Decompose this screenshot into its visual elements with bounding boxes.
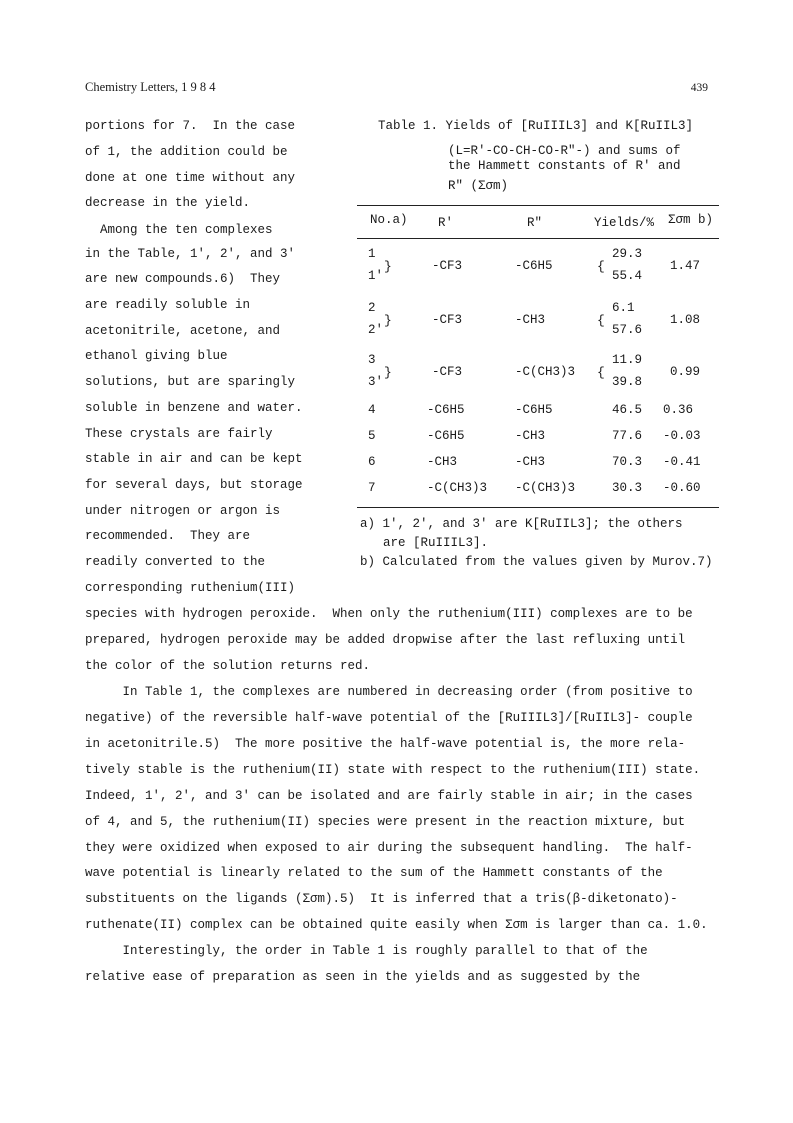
body-line: In Table 1, the complexes are numbered in decreasing order (from positive to [85,685,693,699]
body-line: wave potential is linearly related to the sum of the Hammett constants of the [85,866,663,880]
table-brace: { [597,365,605,380]
table-cell-sum: -0.60 [663,481,701,495]
table-footnote-b: b) Calculated from the values given by Murov.7) [360,555,713,569]
table-brace: } [384,365,392,380]
table-cell-yield: 77.6 [612,429,643,443]
table-cell-no: 2 [368,301,376,315]
left-column-line: in the Table, 1', 2', and 3' [85,247,296,261]
table-cell-r1: -CF3 [432,313,463,327]
table-cell-r2: -CH3 [515,455,546,469]
left-column-line: ethanol giving blue [85,349,228,363]
left-column-line: done at one time without any [85,171,296,185]
left-column-line: for several days, but storage [85,478,303,492]
body-line: relative ease of preparation as seen in the yields and as suggested by the [85,970,641,984]
table-cell-no: 3 [368,353,376,367]
table-cell-sum: 1.47 [670,259,701,273]
table-cell-r2: -CH3 [515,313,546,327]
table-cell-r2: -C(CH3)3 [515,365,576,379]
table-bottom-rule [357,507,719,508]
table-cell-no: 4 [368,403,376,417]
body-line: in acetonitrile.5) The more positive the half-wave potential is, the more rela- [85,737,686,751]
table-cell-r1: -C6H5 [427,403,465,417]
body-line: substituents on the ligands (Σσm).5) It is inferred that a tris(β-diketonato)- [85,892,678,906]
table-cell-yield: 6.1 [612,301,635,315]
left-column-line: acetonitrile, acetone, and [85,324,281,338]
body-line: ruthenate(II) complex can be obtained quite easily when Σσm is larger than ca. 1.0. [85,918,708,932]
table-cell-sum: 1.08 [670,313,701,327]
table-cell-yield: 46.5 [612,403,643,417]
table-cell-yield: 57.6 [612,323,643,337]
table-cell-r1: -CF3 [432,259,463,273]
table-cell-r1: -C(CH3)3 [427,481,488,495]
table-brace: { [597,313,605,328]
table-cell-r2: -C6H5 [515,403,553,417]
table-cell-no: 3' [368,375,384,389]
left-column-line: Among the ten complexes [85,223,273,237]
left-column-line: soluble in benzene and water. [85,401,303,415]
running-header: Chemistry Letters, 1 9 8 4 [85,80,216,94]
table-cell-sum: -0.41 [663,455,701,469]
left-column-line: corresponding ruthenium(III) [85,581,296,595]
table-cell-r2: -C6H5 [515,259,553,273]
left-column-line: under nitrogen or argon is [85,504,281,518]
table-cell-yield: 11.9 [612,353,643,367]
table-cell-yield: 30.3 [612,481,643,495]
body-line: species with hydrogen peroxide. When only the ruthenium(III) complexes are to be [85,607,693,621]
left-column-line: of 1, the addition could be [85,145,288,159]
table-cell-r1: -CF3 [432,365,463,379]
body-line: Indeed, 1', 2', and 3' can be isolated and are fairly stable in air; in the cases [85,789,693,803]
table-cell-no: 1 [368,247,376,261]
table-brace: { [597,259,605,274]
table-cell-yield: 29.3 [612,247,643,261]
table-caption-line: R" (Σσm) [448,179,509,193]
table-cell-r2: -C(CH3)3 [515,481,576,495]
left-column-line: decrease in the yield. [85,196,251,210]
table-footnote-a: a) 1', 2', and 3' are K[RuIIL3]; the others [360,517,683,531]
body-line: of 4, and 5, the ruthenium(II) species were present in the reaction mixture, but [85,815,686,829]
table-cell-yield: 39.8 [612,375,643,389]
table-cell-sum: 0.36 [663,403,694,417]
table-cell-yield: 70.3 [612,455,643,469]
table-cell-no: 2' [368,323,384,337]
table-cell-no: 5 [368,429,376,443]
table-header-r2: R" [527,216,543,230]
table-cell-yield: 55.4 [612,269,643,283]
table-header-rule [357,238,719,239]
table-top-rule [357,205,719,206]
table-header-r1: R' [438,216,454,230]
left-column-line: recommended. They are [85,529,251,543]
page-number: 439 [690,82,708,94]
left-column-line: are readily soluble in [85,298,251,312]
left-column-line: stable in air and can be kept [85,452,303,466]
body-line: Interestingly, the order in Table 1 is roughly parallel to that of the [85,944,648,958]
left-column-line: These crystals are fairly [85,427,273,441]
table-cell-r2: -CH3 [515,429,546,443]
table-footnote-a-cont: are [RuIIIL3]. [383,536,489,550]
table-cell-no: 7 [368,481,376,495]
body-line: the color of the solution returns red. [85,659,371,673]
body-line: negative) of the reversible half-wave potential of the [RuIIIL3]/[RuIIL3]- couple [85,711,693,725]
left-column-line: are new compounds.6) They [85,272,281,286]
table-cell-sum: -0.03 [663,429,701,443]
table-caption-line: Table 1. Yields of [RuIIIL3] and K[RuIIL3] [378,119,694,133]
table-brace: } [384,259,392,274]
table-header-sum: Σσm b) [668,213,714,227]
left-column-line: portions for 7. In the case [85,119,296,133]
left-column-line: readily converted to the [85,555,266,569]
table-cell-sum: 0.99 [670,365,701,379]
table-header-no: No.a) [370,213,408,227]
table-cell-no: 1' [368,269,384,283]
table-cell-r1: -C6H5 [427,429,465,443]
table-header-yields: Yields/% [594,216,655,230]
table-cell-no: 6 [368,455,376,469]
table-caption-line: the Hammett constants of R' and [448,159,681,173]
table-cell-r1: -CH3 [427,455,458,469]
table-brace: } [384,313,392,328]
left-column-line: solutions, but are sparingly [85,375,296,389]
table-caption-line: (L=R'-CO-CH-CO-R"-) and sums of [448,144,681,158]
body-line: they were oxidized when exposed to air during the subsequent handling. The half- [85,841,693,855]
body-line: prepared, hydrogen peroxide may be added dropwise after the last refluxing until [85,633,686,647]
body-line: tively stable is the ruthenium(II) state with respect to the ruthenium(III) state. [85,763,701,777]
